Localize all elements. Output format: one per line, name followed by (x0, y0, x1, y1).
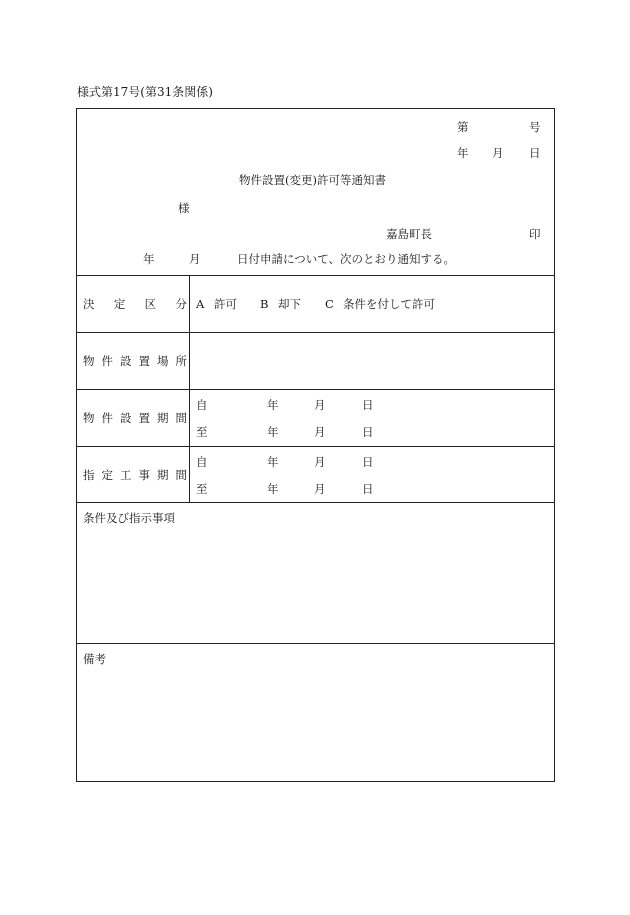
work-from-year: 年 (267, 455, 279, 469)
number-prefix: 第 (457, 120, 469, 134)
label-column-divider (189, 275, 190, 502)
work-from: 自 (196, 455, 208, 469)
period-to-year: 年 (267, 425, 279, 439)
option-a-letter: A (196, 297, 205, 311)
date-month: 月 (492, 146, 504, 160)
period-to: 至 (196, 425, 208, 439)
option-b-text: 却下 (278, 297, 301, 311)
remarks-label: 備考 (83, 652, 106, 666)
divider-line (77, 643, 554, 644)
intro-month: 月 (189, 252, 201, 266)
period-from-month: 月 (314, 398, 326, 412)
work-from-day: 日 (362, 455, 374, 469)
document-title: 物件設置(変更)許可等通知書 (239, 173, 386, 187)
divider-line (77, 332, 554, 333)
option-a-text: 許可 (214, 297, 237, 311)
work-to-day: 日 (362, 482, 374, 496)
work-to: 至 (196, 482, 208, 496)
conditions-label: 条件及び指示事項 (83, 511, 175, 525)
option-c-letter: C (325, 297, 334, 311)
work-period-label: 指 定 工 事 期 間 (83, 468, 187, 482)
period-from-year: 年 (267, 398, 279, 412)
period-to-month: 月 (314, 425, 326, 439)
work-to-month: 月 (314, 482, 326, 496)
divider-line (77, 275, 554, 276)
divider-line (77, 389, 554, 390)
divider-line (77, 446, 554, 447)
work-from-month: 月 (314, 455, 326, 469)
period-from: 自 (196, 398, 208, 412)
location-label: 物 件 設 置 場 所 (83, 354, 187, 368)
installation-period-label: 物 件 設 置 期 間 (83, 411, 187, 425)
date-year: 年 (457, 146, 469, 160)
decision-label: 決 定 区 分 (83, 297, 187, 311)
period-from-day: 日 (362, 398, 374, 412)
work-to-year: 年 (267, 482, 279, 496)
notice-form-frame (76, 108, 555, 782)
seal-mark: 印 (529, 227, 541, 241)
addressee-suffix: 様 (178, 201, 190, 215)
intro-year: 年 (143, 252, 155, 266)
intro-text: 日付申請について、次のとおり通知する。 (237, 252, 456, 266)
option-b-letter: B (260, 297, 269, 311)
divider-line (77, 502, 554, 503)
number-suffix: 号 (529, 120, 541, 134)
issuer-name: 嘉島町長 (386, 227, 432, 241)
period-to-day: 日 (362, 425, 374, 439)
date-day: 日 (529, 146, 541, 160)
option-c-text: 条件を付して許可 (343, 297, 435, 311)
form-number-title: 様式第17号(第31条関係) (77, 85, 213, 99)
